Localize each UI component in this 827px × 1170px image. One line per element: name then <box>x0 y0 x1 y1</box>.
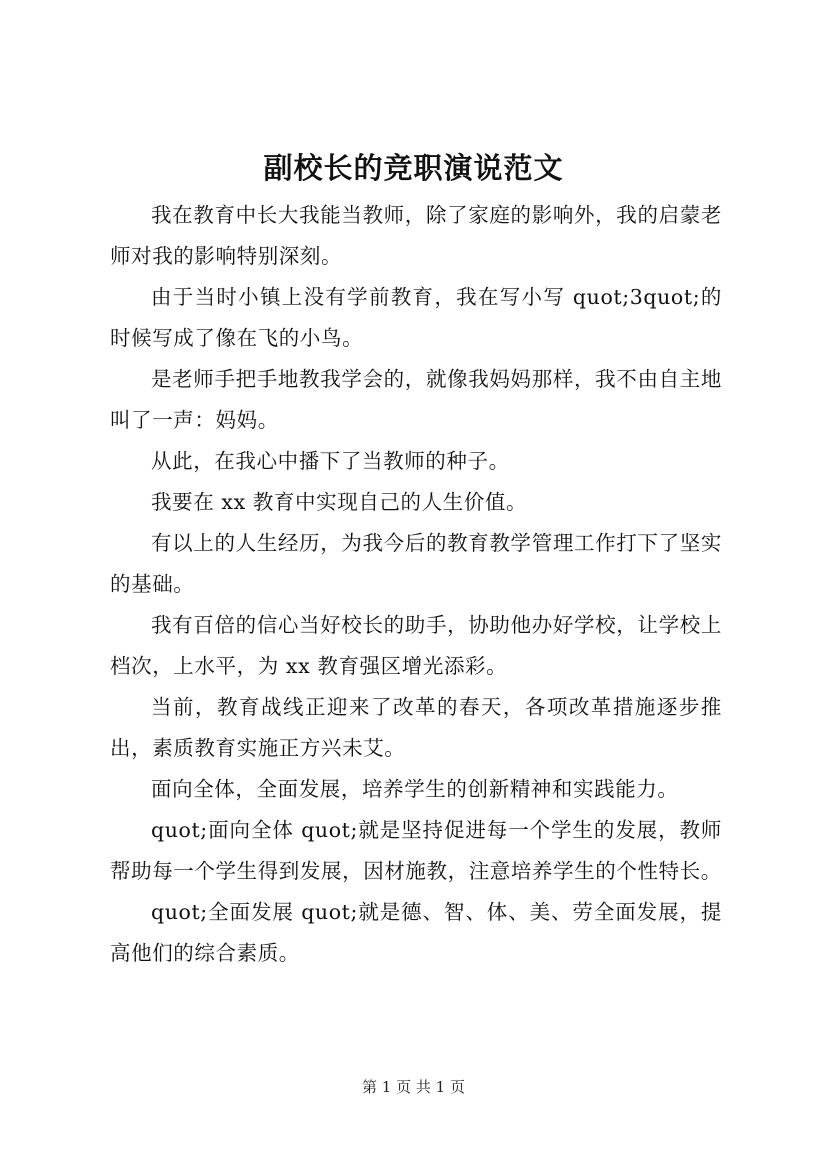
paragraph-4: 从此，在我心中播下了当教师的种子。 <box>151 449 510 473</box>
paragraph-1: 我在教育中长大我能当教师，除了家庭的影响外，我的启蒙老师对我的影响特别深刻。 <box>110 203 722 268</box>
paragraph-5: 我要在 xx 教育中实现自己的人生价值。 <box>151 490 528 514</box>
paragraph-2: 由于当时小镇上没有学前教育，我在写小写 quot;3quot;的时候写成了像在飞的小鸟。 <box>110 285 722 350</box>
paragraph-10: quot;面向全体 quot;就是坚持促进每一个学生的发展，教师帮助每一个学生得到发展，因材施教，注意培养学生的个性特长。 <box>110 818 722 883</box>
paragraph-6: 有以上的人生经历，为我今后的教育教学管理工作打下了坚实的基础。 <box>110 531 722 596</box>
document-body <box>110 195 722 974</box>
document-title: 副校长的竞职演说范文 <box>263 151 564 185</box>
paragraph-8: 当前，教育战线正迎来了改革的春天，各项改革措施逐步推出，素质教育实施正方兴未艾。 <box>110 695 722 760</box>
paragraph-9: 面向全体，全面发展，培养学生的创新精神和实践能力。 <box>151 777 679 801</box>
paragraph-7: 我有百倍的信心当好校长的助手，协助他办好学校，让学校上档次，上水平，为 xx 教育强区增光添彩。 <box>110 613 722 678</box>
page-footer: 第 1 页 共 1 页 <box>362 1078 465 1096</box>
paragraph-3: 是老师手把手地教我学会的，就像我妈妈那样，我不由自主地叫了一声：妈妈。 <box>110 367 722 432</box>
paragraph-11: quot;全面发展 quot;就是德、智、体、美、劳全面发展，提高他们的综合素质。 <box>110 900 722 965</box>
